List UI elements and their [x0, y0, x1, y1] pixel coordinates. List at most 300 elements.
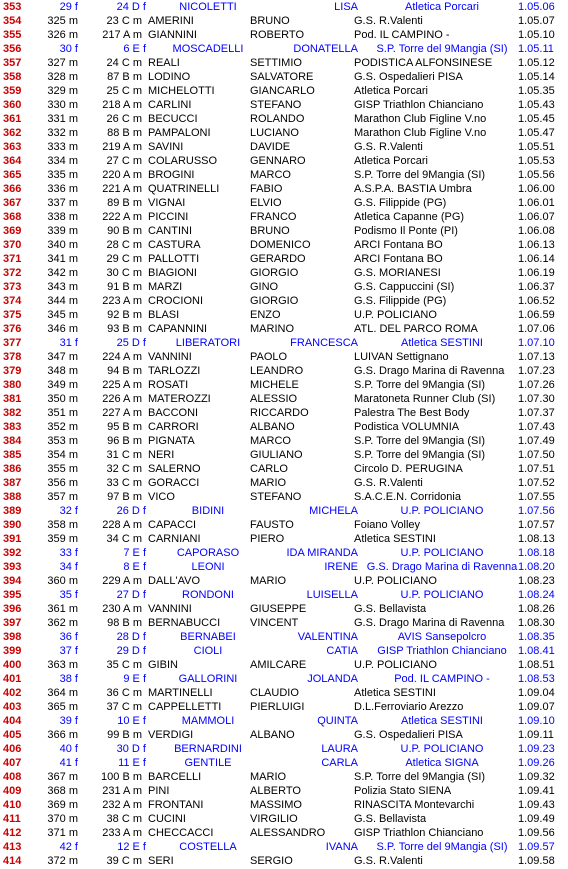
category-position: 92 B m: [107, 309, 142, 321]
gender-position: 359 m: [47, 533, 78, 545]
finish-time: 1.07.55: [518, 491, 555, 503]
result-row: [0, 84, 568, 98]
first-name: DONATELLA: [293, 43, 358, 55]
result-row: [0, 294, 568, 308]
surname: MAMMOLI: [181, 715, 235, 727]
first-name: PAOLO: [250, 351, 288, 363]
overall-position: 393: [3, 561, 22, 573]
finish-time: 1.08.13: [518, 533, 555, 545]
team-name: Atletica SESTINI: [354, 687, 436, 699]
surname: CANTINI: [148, 225, 192, 237]
category-position: 219 A m: [102, 141, 142, 153]
result-row: [0, 518, 568, 532]
gender-position: 364 m: [47, 687, 78, 699]
overall-position: 388: [3, 491, 22, 503]
category-position: 94 B m: [107, 365, 142, 377]
finish-time: 1.07.23: [518, 365, 555, 377]
overall-position: 372: [3, 267, 22, 279]
surname: VANNINI: [148, 351, 192, 363]
first-name: GIULIANO: [250, 449, 303, 461]
finish-time: 1.05.10: [518, 29, 555, 41]
surname: CARNIANI: [148, 533, 201, 545]
finish-time: 1.06.52: [518, 295, 555, 307]
finish-time: 1.09.11: [518, 729, 554, 741]
category-position: 227 A m: [102, 407, 142, 419]
team-name: AVIS Sansepolcro: [397, 631, 487, 643]
overall-position: 364: [3, 155, 22, 167]
team-name: A.S.P.A. BASTIA Umbra: [354, 183, 472, 195]
surname: AMERINI: [148, 15, 194, 27]
result-row: [0, 616, 568, 630]
finish-time: 1.09.41: [518, 785, 555, 797]
result-row: [0, 420, 568, 434]
first-name: RICCARDO: [250, 407, 309, 419]
gender-position: 370 m: [47, 813, 78, 825]
gender-position: 40 f: [59, 743, 78, 755]
surname: CASTURA: [148, 239, 201, 251]
category-position: 12 E f: [117, 841, 146, 853]
team-name: Podistica VOLUMNIA: [354, 421, 460, 433]
result-row: [0, 854, 568, 868]
result-row: [0, 378, 568, 392]
overall-position: 371: [3, 253, 22, 265]
surname: COSTELLA: [179, 841, 237, 853]
surname: GIBIN: [148, 659, 178, 671]
result-row: [0, 364, 568, 378]
overall-position: 383: [3, 421, 22, 433]
team-name: Atletica Porcari: [354, 155, 428, 167]
surname: TARLOZZI: [148, 365, 201, 377]
finish-time: 1.05.06: [518, 1, 555, 13]
overall-position: 398: [3, 631, 22, 643]
surname: MARZI: [148, 281, 183, 293]
finish-time: 1.09.04: [518, 687, 555, 699]
surname: CUCINI: [148, 813, 186, 825]
team-name: G.S. MORIANESI: [354, 267, 441, 279]
surname: GIANNINI: [148, 29, 197, 41]
gender-position: 38 f: [59, 673, 78, 685]
overall-position: 365: [3, 169, 22, 181]
team-name: Atletica Capanne (PG): [354, 211, 465, 223]
finish-time: 1.09.58: [518, 855, 555, 867]
first-name: CARLA: [321, 757, 358, 769]
first-name: ELVIO: [250, 197, 282, 209]
category-position: 233 A m: [102, 827, 142, 839]
result-row: [0, 168, 568, 182]
category-position: 221 A m: [102, 183, 142, 195]
first-name: JOLANDA: [307, 673, 358, 685]
gender-position: 333 m: [47, 141, 78, 153]
result-row: [0, 700, 568, 714]
first-name: SALVATORE: [250, 71, 314, 83]
first-name: SERGIO: [250, 855, 293, 867]
finish-time: 1.08.41: [518, 645, 555, 657]
surname: SALERNO: [148, 463, 201, 475]
surname: VICO: [148, 491, 175, 503]
gender-position: 331 m: [47, 113, 78, 125]
result-row: [0, 196, 568, 210]
result-row: [0, 42, 568, 56]
team-name: Polizia Stato SIENA: [354, 785, 452, 797]
result-row: [0, 56, 568, 70]
first-name: STEFANO: [250, 491, 302, 503]
surname: CIOLI: [193, 645, 223, 657]
finish-time: 1.05.56: [518, 169, 555, 181]
surname: REALI: [148, 57, 180, 69]
overall-position: 369: [3, 225, 22, 237]
finish-time: 1.06.07: [518, 211, 555, 223]
result-row: [0, 448, 568, 462]
gender-position: 362 m: [47, 617, 78, 629]
surname: GORACCI: [148, 477, 200, 489]
first-name: GIORGIO: [250, 295, 299, 307]
overall-position: 412: [3, 827, 22, 839]
first-name: FRANCO: [250, 211, 297, 223]
surname: BROGINI: [148, 169, 195, 181]
team-name: U.P. POLICIANO: [400, 589, 484, 601]
surname: PAMPALONI: [148, 127, 211, 139]
category-position: 97 B m: [107, 491, 142, 503]
first-name: MASSIMO: [250, 799, 302, 811]
finish-time: 1.05.11: [518, 43, 554, 55]
result-row: [0, 0, 568, 14]
category-position: 38 C m: [106, 813, 142, 825]
finish-time: 1.06.01: [518, 197, 555, 209]
overall-position: 368: [3, 211, 22, 223]
surname: GALLORINI: [178, 673, 238, 685]
team-name: G.S. R.Valenti: [354, 141, 423, 153]
first-name: ROBERTO: [250, 29, 304, 41]
overall-position: 357: [3, 57, 22, 69]
team-name: Atletica SIGNA: [405, 757, 479, 769]
team-name: Maratoneta Runner Club (SI): [354, 393, 496, 405]
gender-position: 337 m: [47, 197, 78, 209]
gender-position: 349 m: [47, 379, 78, 391]
team-name: G.S. R.Valenti: [354, 15, 423, 27]
first-name: GENNARO: [250, 155, 306, 167]
surname: BIDINI: [191, 505, 225, 517]
finish-time: 1.08.30: [518, 617, 555, 629]
team-name: GISP Triathlon Chianciano: [377, 645, 507, 657]
team-name: G.S. Filippide (PG): [354, 197, 447, 209]
team-name: S.A.C.E.N. Corridonia: [354, 491, 461, 503]
first-name: ALESSANDRO: [250, 827, 326, 839]
result-row: [0, 154, 568, 168]
category-position: 9 E f: [123, 673, 146, 685]
overall-position: 381: [3, 393, 22, 405]
gender-position: 342 m: [47, 267, 78, 279]
finish-time: 1.05.51: [518, 141, 555, 153]
category-position: 91 B m: [107, 281, 142, 293]
finish-time: 1.07.50: [518, 449, 555, 461]
result-row: [0, 476, 568, 490]
surname: LODINO: [148, 71, 191, 83]
finish-time: 1.05.47: [518, 127, 555, 139]
overall-position: 396: [3, 603, 22, 615]
first-name: IVANA: [325, 841, 358, 853]
first-name: LUISELLA: [306, 589, 358, 601]
gender-position: 353 m: [47, 435, 78, 447]
surname: BIAGIONI: [148, 267, 197, 279]
overall-position: 377: [3, 337, 22, 349]
surname: SAVINI: [148, 141, 184, 153]
category-position: 90 B m: [107, 225, 142, 237]
result-row: [0, 714, 568, 728]
gender-position: 339 m: [47, 225, 78, 237]
category-position: 28 D f: [116, 631, 146, 643]
first-name: AMILCARE: [250, 659, 307, 671]
surname: BARCELLI: [148, 771, 202, 783]
first-name: PIERLUIGI: [250, 701, 305, 713]
gender-position: 338 m: [47, 211, 78, 223]
first-name: LISA: [334, 1, 358, 13]
team-name: S.P. Torre del 9Mangia (SI): [354, 449, 486, 461]
category-position: 8 E f: [123, 561, 146, 573]
first-name: LUCIANO: [250, 127, 299, 139]
overall-position: 361: [3, 113, 22, 125]
gender-position: 35 f: [59, 589, 78, 601]
gender-position: 361 m: [47, 603, 78, 615]
finish-time: 1.09.56: [518, 827, 555, 839]
result-row: [0, 434, 568, 448]
overall-position: 376: [3, 323, 22, 335]
team-name: ATL. DEL PARCO ROMA: [354, 323, 478, 335]
team-name: U.P. POLICIANO: [354, 659, 437, 671]
team-name: GISP Triathlon Chianciano: [354, 99, 484, 111]
gender-position: 326 m: [47, 29, 78, 41]
result-row: [0, 756, 568, 770]
gender-position: 348 m: [47, 365, 78, 377]
overall-position: 389: [3, 505, 22, 517]
first-name: CATIA: [326, 645, 358, 657]
team-name: G.S. R.Valenti: [354, 855, 423, 867]
surname: CAPORASO: [176, 547, 240, 559]
category-position: 29 D f: [116, 645, 146, 657]
first-name: FABIO: [250, 183, 283, 195]
gender-position: 368 m: [47, 785, 78, 797]
overall-position: 407: [3, 757, 22, 769]
category-position: 24 D f: [116, 1, 146, 13]
gender-position: 37 f: [59, 645, 78, 657]
first-name: MARIO: [250, 477, 287, 489]
category-position: 226 A m: [102, 393, 142, 405]
first-name: CARLO: [250, 463, 288, 475]
finish-time: 1.05.14: [518, 71, 555, 83]
category-position: 230 A m: [102, 603, 142, 615]
category-position: 223 A m: [102, 295, 142, 307]
gender-position: 355 m: [47, 463, 78, 475]
gender-position: 335 m: [47, 169, 78, 181]
team-name: Circolo D. PERUGINA: [354, 463, 463, 475]
category-position: 31 C m: [106, 449, 142, 461]
overall-position: 375: [3, 309, 22, 321]
overall-position: 367: [3, 197, 22, 209]
surname: BACCONI: [148, 407, 199, 419]
overall-position: 363: [3, 141, 22, 153]
overall-position: 354: [3, 15, 22, 27]
surname: BERNABEI: [180, 631, 236, 643]
result-row: [0, 532, 568, 546]
team-name: G.S. Drago Marina di Ravenna: [354, 617, 505, 629]
finish-time: 1.09.32: [518, 771, 555, 783]
category-position: 32 C m: [106, 463, 142, 475]
team-name: RINASCITA Montevarchi: [354, 799, 475, 811]
finish-time: 1.07.57: [518, 519, 555, 531]
first-name: VIRGILIO: [250, 813, 298, 825]
team-name: U.P. POLICIANO: [400, 547, 484, 559]
gender-position: 39 f: [59, 715, 78, 727]
team-name: G.S. Bellavista: [354, 813, 427, 825]
result-row: [0, 560, 568, 574]
first-name: MICHELE: [250, 379, 299, 391]
surname: PINI: [148, 785, 170, 797]
category-position: 224 A m: [102, 351, 142, 363]
first-name: ALBANO: [250, 421, 295, 433]
gender-position: 346 m: [47, 323, 78, 335]
first-name: IRENE: [324, 561, 358, 573]
result-row: [0, 252, 568, 266]
result-row: [0, 728, 568, 742]
category-position: 25 D f: [116, 337, 146, 349]
first-name: CLAUDIO: [250, 687, 299, 699]
category-position: 29 C m: [106, 253, 142, 265]
finish-time: 1.05.35: [518, 85, 555, 97]
category-position: 7 E f: [123, 547, 146, 559]
surname: GENTILE: [184, 757, 232, 769]
gender-position: 366 m: [47, 729, 78, 741]
surname: LEONI: [191, 561, 225, 573]
first-name: ALBERTO: [250, 785, 301, 797]
finish-time: 1.07.30: [518, 393, 555, 405]
result-row: [0, 742, 568, 756]
first-name: GERARDO: [250, 253, 306, 265]
category-position: 95 B m: [107, 421, 142, 433]
result-row: [0, 98, 568, 112]
overall-position: 411: [3, 813, 21, 825]
category-position: 228 A m: [102, 519, 142, 531]
finish-time: 1.06.13: [518, 239, 555, 251]
category-position: 30 C m: [106, 267, 142, 279]
team-name: U.P. POLICIANO: [400, 743, 484, 755]
result-row: [0, 406, 568, 420]
overall-position: 353: [3, 1, 22, 13]
team-name: U.P. POLICIANO: [354, 309, 437, 321]
gender-position: 41 f: [59, 757, 78, 769]
first-name: ENZO: [250, 309, 281, 321]
first-name: GIORGIO: [250, 267, 299, 279]
gender-position: 372 m: [47, 855, 78, 867]
surname: PALLOTTI: [148, 253, 200, 265]
finish-time: 1.08.24: [518, 589, 555, 601]
result-row: [0, 112, 568, 126]
result-row: [0, 336, 568, 350]
finish-time: 1.08.18: [518, 547, 555, 559]
first-name: VALENTINA: [297, 631, 358, 643]
category-position: 89 B m: [107, 197, 142, 209]
first-name: BRUNO: [250, 225, 290, 237]
gender-position: 345 m: [47, 309, 78, 321]
gender-position: 329 m: [47, 85, 78, 97]
team-name: G.S. Drago Marina di Ravenna: [366, 561, 518, 573]
overall-position: 358: [3, 71, 22, 83]
result-row: [0, 322, 568, 336]
surname: CAPACCI: [148, 519, 197, 531]
finish-time: 1.07.49: [518, 435, 555, 447]
result-row: [0, 126, 568, 140]
gender-position: 365 m: [47, 701, 78, 713]
category-position: 35 C m: [106, 659, 142, 671]
surname: SERI: [148, 855, 174, 867]
overall-position: 395: [3, 589, 22, 601]
result-row: [0, 672, 568, 686]
overall-position: 406: [3, 743, 22, 755]
surname: BERNARDINI: [174, 743, 242, 755]
result-row: [0, 462, 568, 476]
overall-position: 359: [3, 85, 22, 97]
team-name: Pod. IL CAMPINO -: [354, 29, 450, 41]
category-position: 11 E f: [118, 757, 146, 769]
overall-position: 401: [3, 673, 22, 685]
team-name: G.S. Ospedalieri PISA: [354, 729, 463, 741]
gender-position: 369 m: [47, 799, 78, 811]
category-position: 93 B m: [107, 323, 142, 335]
result-row: [0, 70, 568, 84]
overall-position: 360: [3, 99, 22, 111]
overall-position: 390: [3, 519, 22, 531]
result-row: [0, 602, 568, 616]
overall-position: 392: [3, 547, 22, 559]
finish-time: 1.07.10: [518, 337, 555, 349]
team-name: S.P. Torre del 9Mangia (SI): [354, 169, 486, 181]
first-name: STEFANO: [250, 99, 302, 111]
first-name: PIERO: [250, 533, 285, 545]
result-row: [0, 14, 568, 28]
gender-position: 32 f: [59, 505, 78, 517]
category-position: 37 C m: [106, 701, 142, 713]
first-name: IDA MIRANDA: [286, 547, 358, 559]
surname: VIGNAI: [148, 197, 186, 209]
gender-position: 350 m: [47, 393, 78, 405]
finish-time: 1.06.37: [518, 281, 555, 293]
gender-position: 351 m: [47, 407, 78, 419]
finish-time: 1.07.37: [518, 407, 555, 419]
team-name: G.S. Cappuccini (SI): [354, 281, 455, 293]
surname: PICCINI: [148, 211, 189, 223]
result-row: [0, 182, 568, 196]
category-position: 26 D f: [116, 505, 146, 517]
gender-position: 327 m: [47, 57, 78, 69]
category-position: 10 E f: [117, 715, 146, 727]
team-name: Atletica SESTINI: [354, 533, 436, 545]
gender-position: 371 m: [47, 827, 78, 839]
team-name: Atletica SESTINI: [401, 715, 483, 727]
category-position: 26 C m: [106, 113, 142, 125]
result-row: [0, 140, 568, 154]
team-name: G.S. Bellavista: [354, 603, 427, 615]
team-name: Atletica SESTINI: [401, 337, 483, 349]
overall-position: 402: [3, 687, 22, 699]
overall-position: 378: [3, 351, 22, 363]
finish-time: 1.08.53: [518, 673, 555, 685]
category-position: 232 A m: [102, 799, 142, 811]
finish-time: 1.07.43: [518, 421, 555, 433]
team-name: U.P. POLICIANO: [400, 505, 484, 517]
finish-time: 1.09.07: [518, 701, 555, 713]
category-position: 6 E f: [123, 43, 146, 55]
first-name: MICHELA: [309, 505, 358, 517]
gender-position: 343 m: [47, 281, 78, 293]
team-name: S.P. Torre del 9Mangia (SI): [354, 435, 486, 447]
